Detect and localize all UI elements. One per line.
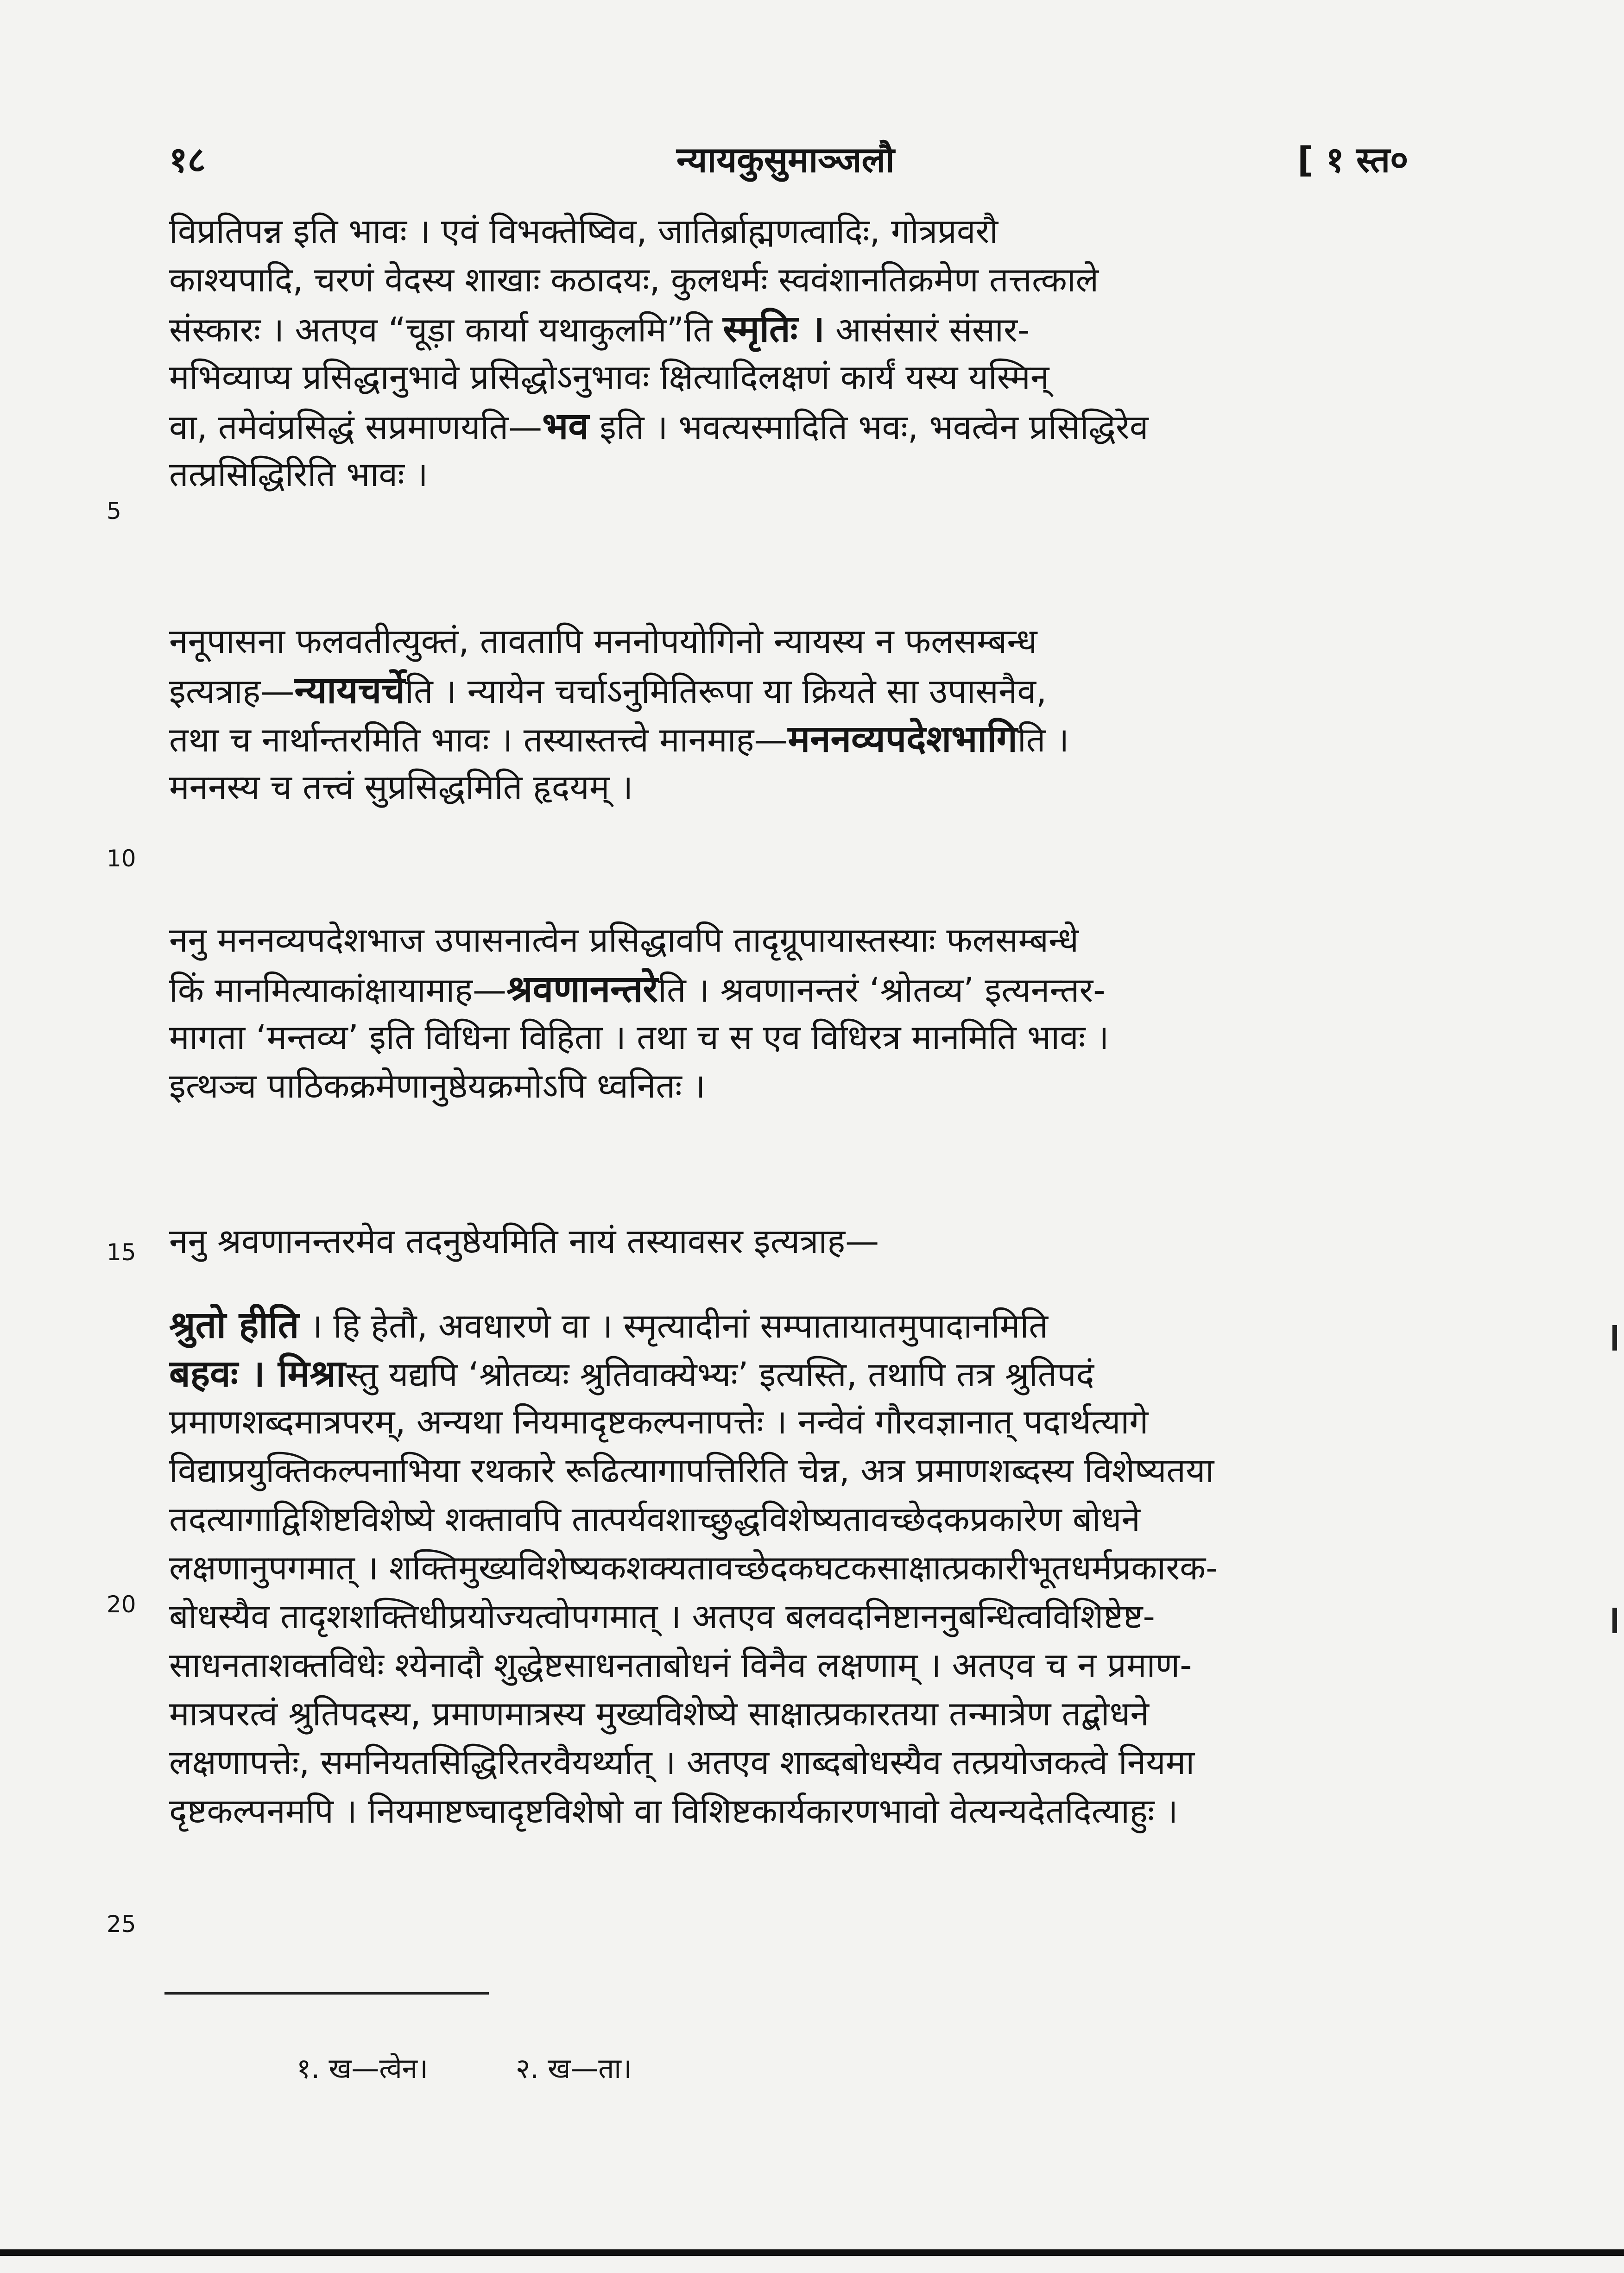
text-run: ननु मननव्यपदेशभाज उपासनात्वेन प्रसिद्धावपि तादृग्रूपायास्तस्याः फलसम्बन्धे [169, 921, 1079, 960]
bold-term: मननव्यपदेशभागि [788, 717, 1017, 760]
page-header [0, 134, 1624, 195]
text-run: तत्प्रसिद्धिरिति भावः । [169, 455, 428, 494]
text-line [169, 915, 1462, 966]
text-run: ननूपासना फलवतीत्युक्तं, तावतापि मननोपयोगिनो न्यायस्य न फलसम्बन्ध [169, 622, 1037, 661]
text-line [169, 255, 1462, 306]
text-run: वा, तमेवंप्रसिद्धं सप्रमाणयति— [169, 408, 543, 447]
footnote-2: २. ख—ता। [515, 2052, 632, 2085]
text-run: तदत्यागाद्विशिष्टविशेष्ये शक्तावपि तात्पर्यवशाच्छुद्धविशेष्यतावच्छेदकप्रकारेण बोधने [169, 1500, 1140, 1539]
text-run: लक्षणापत्तेः, समनियतसिद्धिरितरवैयर्थ्यात् । अतएव शाब्दबोधस्यैव तत्प्रयोजकत्वे नियमा [169, 1743, 1195, 1782]
text-run: प्रमाणशब्दमात्रपरम्, अन्यथा नियमादृष्टकल्पनापत्तेः । नन्वेवं गौरवज्ञानात् पदार्थत्यागे [169, 1402, 1149, 1442]
running-title: न्यायकुसुमाञ्जलौ [676, 139, 895, 180]
text-run: मागता ‘मन्तव्य’ इति विधिना विहिता । तथा च स एव विधिरत्र मानमिति भावः । [169, 1018, 1109, 1057]
text-run: । हि हेतौ, अवधारणे वा । स्मृत्यादीनां सम्पातायातमुपादानमिति [299, 1307, 1048, 1346]
text-run: काश्यपादि, चरणं वेदस्य शाखाः कठादयः, कुलधर्मः स्ववंशानतिक्रमेण तत्तत्काले [169, 260, 1099, 300]
bold-term: स्मृतिः । [723, 307, 825, 350]
text-line [169, 401, 1462, 453]
line-number: 10 [107, 845, 136, 872]
text-line [169, 1543, 1462, 1594]
text-run: आसंसारं संसार- [824, 310, 1030, 350]
text-run: किं मानमित्याकांक्षायामाह— [169, 971, 507, 1010]
text-line [169, 1640, 1462, 1691]
line-number: 25 [107, 1911, 136, 1938]
text-run: ति । श्रवणानन्तरं ‘श्रोतव्य’ इत्यनन्तर- [658, 971, 1106, 1010]
text-line [169, 1216, 1462, 1267]
text-run: इत्थञ्च पाठिकक्रमेणानुष्ठेयक्रमोऽपि ध्वनितः । [169, 1067, 706, 1106]
text-run: मननस्य च तत्त्वं सुप्रसिद्धमिति हृदयम् । [169, 768, 633, 807]
text-run: ति । [1017, 720, 1069, 760]
section-reference: [ १ स्त० [1297, 139, 1409, 180]
text-run: विप्रतिपन्न इति भावः । एवं विभक्तेष्विव, जातिर्ब्राह्मणत्वादिः, गोत्रप्रवरौ [169, 212, 998, 251]
text-line [169, 1591, 1462, 1642]
text-line [169, 1061, 1462, 1112]
line-number: 20 [107, 1591, 136, 1618]
text-line [169, 352, 1462, 403]
text-line [169, 1012, 1462, 1063]
bold-term: भव [542, 404, 589, 448]
text-line [169, 206, 1462, 257]
text-line [169, 1494, 1462, 1545]
text-run: संस्कारः । अतएव “चूड़ा कार्या यथाकुलमि”ति [169, 310, 723, 350]
bold-term: श्रुतो हीति [169, 1303, 299, 1346]
footnote-1: १. ख—त्वेन। [297, 2052, 428, 2085]
bold-term: न्यायचर्चे [294, 669, 405, 712]
text-run: लक्षणानुपगमात् । शक्तिमुख्यविशेष्यकशक्यतावच्छेदकघटकसाक्षात्प्रकारीभूतधर्मप्रकारक- [169, 1548, 1218, 1588]
text-line [169, 1348, 1462, 1401]
text-run: तथा च नार्थान्तरमिति भावः । तस्यास्तत्त्वे मानमाह— [169, 720, 788, 760]
scan-bottom-edge [0, 2249, 1624, 2256]
text-line [169, 303, 1462, 356]
text-run: मभिव्याप्य प्रसिद्धानुभावे प्रसिद्धोऽनुभावः क्षित्यादिलक्षणं कार्यं यस्य यस्मिन् [169, 358, 1049, 397]
footnotes [297, 2043, 711, 2094]
text-line [169, 665, 1462, 717]
text-line [169, 616, 1462, 667]
text-line [169, 449, 1462, 500]
line-number: 15 [107, 1239, 136, 1266]
text-line [169, 1446, 1462, 1496]
text-line [169, 762, 1462, 813]
bold-term: श्रवणानन्तरे [506, 967, 658, 1010]
line-number: 5 [107, 498, 121, 524]
text-line [169, 1300, 1462, 1352]
text-run: स्तु यद्यपि ‘श्रोतव्यः श्रुतिवाक्येभ्यः’ इत्यस्ति, तथापि तत्र श्रुतिपदं [345, 1355, 1094, 1395]
footnote-rule [164, 1992, 489, 1995]
text-run: विद्याप्रयुक्तिकल्पनाभिया रथकारे रूढित्यागापत्तिरिति चेन्न, अत्र प्रमाणशब्दस्य विशेष्यतया [169, 1451, 1214, 1490]
text-run: इत्यत्राह— [169, 672, 295, 711]
scan-edge-mark [1612, 1325, 1617, 1351]
text-line [169, 1689, 1462, 1740]
text-run: ति । न्यायेन चर्चाऽनुमितिरूपा या क्रियते सा उपासनैव, [405, 672, 1047, 711]
bold-term: बहवः । मिश्रा [169, 1352, 346, 1395]
text-line [169, 1786, 1462, 1837]
text-run: बोधस्यैव तादृशशक्तिधीप्रयोज्यत्वोपगमात् । अतएव बलवदनिष्टाननुबन्धित्वविशिष्टेष्ट- [169, 1597, 1155, 1636]
text-run: साधनताशक्तविधेः श्येनादौ शुद्धेष्टसाधनताबोधनं विनैव लक्षणाम् । अतएव च न प्रमाण- [169, 1646, 1192, 1685]
text-run: इति । भवत्यस्मादिति भवः, भवत्वेन प्रसिद्धिरेव [588, 408, 1149, 447]
text-line [169, 1397, 1462, 1448]
text-line [169, 964, 1462, 1016]
text-run: दृष्टकल्पनमपि । नियमाष्टष्चादृष्टविशेषो वा विशिष्टकार्यकारणभावो वेत्यन्यदेतदित्याहुः । [169, 1792, 1178, 1831]
text-line [169, 713, 1462, 766]
text-run: ननु श्रवणानन्तरमेव तदनुष्ठेयमिति नायं तस्यावसर इत्यत्राह— [169, 1222, 879, 1261]
scan-edge-mark [1612, 1608, 1617, 1633]
page-number: १८ [169, 139, 206, 180]
text-run: मात्रपरत्वं श्रुतिपदस्य, प्रमाणमात्रस्य मुख्यविशेष्ये साक्षात्प्रकारतया तन्मात्रेण तद्बोधने [169, 1694, 1149, 1734]
text-line [169, 1737, 1462, 1788]
